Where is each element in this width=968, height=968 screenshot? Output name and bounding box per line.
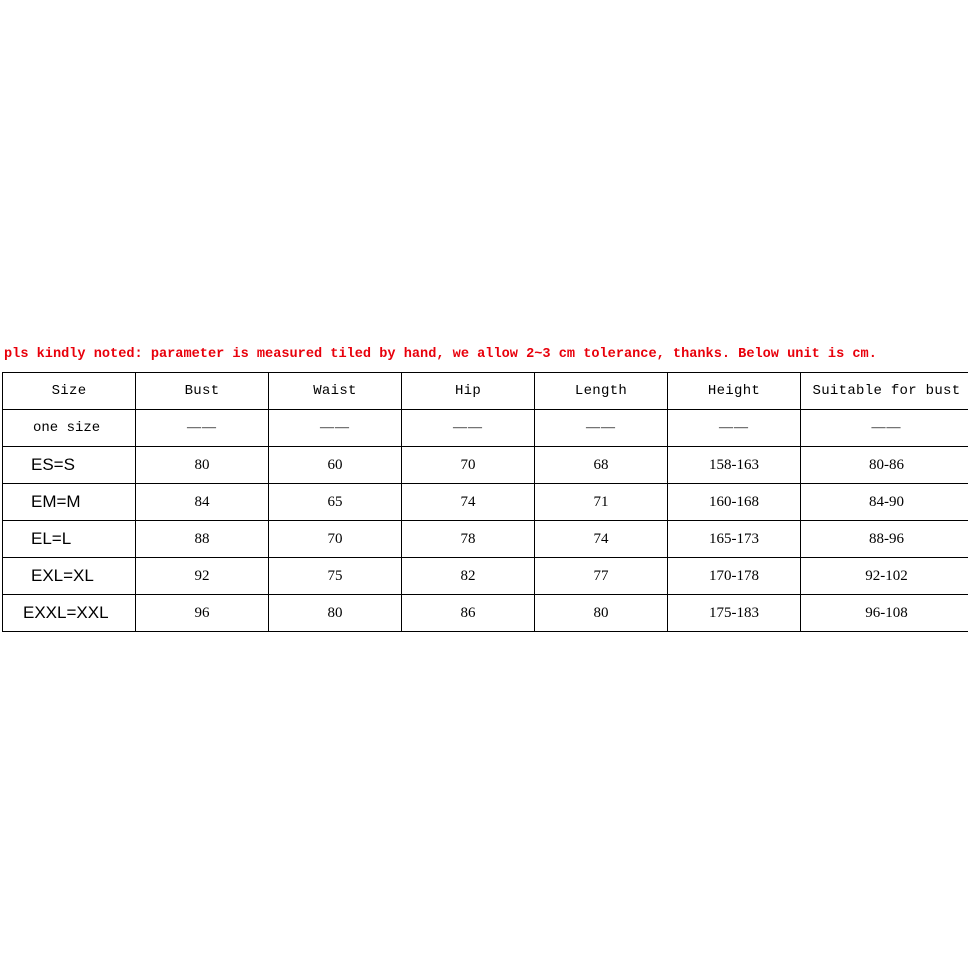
size-cell: ES=S xyxy=(3,447,136,484)
bust-cell: 92 xyxy=(136,558,269,595)
height-cell: 175-183 xyxy=(668,595,801,632)
bust-cell: 96 xyxy=(136,595,269,632)
header-row xyxy=(3,373,968,410)
waist-cell: 65 xyxy=(269,484,402,521)
waist-cell: 60 xyxy=(269,447,402,484)
length-cell: 68 xyxy=(535,447,668,484)
bust-cell: 88 xyxy=(136,521,269,558)
suitable-bust-cell: 96-108 xyxy=(801,595,968,632)
size-cell: EXXL=XXL xyxy=(3,595,136,632)
height-cell: —— xyxy=(668,410,801,447)
header-suitable-for-bust: Suitable for bust xyxy=(801,373,968,410)
suitable-bust-cell: 84-90 xyxy=(801,484,968,521)
header-size: Size xyxy=(3,373,136,410)
header-waist: Waist xyxy=(269,373,402,410)
suitable-bust-cell: 92-102 xyxy=(801,558,968,595)
hip-cell: 86 xyxy=(402,595,535,632)
waist-cell: 80 xyxy=(269,595,402,632)
bust-cell: —— xyxy=(136,410,269,447)
size-chart-table xyxy=(2,372,968,632)
table-row xyxy=(3,595,968,632)
hip-cell: —— xyxy=(402,410,535,447)
size-cell: EL=L xyxy=(3,521,136,558)
size-cell: EM=M xyxy=(3,484,136,521)
header-hip: Hip xyxy=(402,373,535,410)
length-cell: 80 xyxy=(535,595,668,632)
bust-cell: 80 xyxy=(136,447,269,484)
header-bust: Bust xyxy=(136,373,269,410)
height-cell: 158-163 xyxy=(668,447,801,484)
table-row xyxy=(3,558,968,595)
header-height: Height xyxy=(668,373,801,410)
suitable-bust-cell: 80-86 xyxy=(801,447,968,484)
table-row xyxy=(3,447,968,484)
size-cell: one size xyxy=(3,410,136,447)
hip-cell: 78 xyxy=(402,521,535,558)
waist-cell: 75 xyxy=(269,558,402,595)
table-row xyxy=(3,410,968,447)
table-row xyxy=(3,521,968,558)
length-cell: 71 xyxy=(535,484,668,521)
bust-cell: 84 xyxy=(136,484,269,521)
waist-cell: 70 xyxy=(269,521,402,558)
hip-cell: 74 xyxy=(402,484,535,521)
length-cell: 77 xyxy=(535,558,668,595)
size-cell: EXL=XL xyxy=(3,558,136,595)
hip-cell: 82 xyxy=(402,558,535,595)
header-length: Length xyxy=(535,373,668,410)
height-cell: 165-173 xyxy=(668,521,801,558)
height-cell: 170-178 xyxy=(668,558,801,595)
suitable-bust-cell: 88-96 xyxy=(801,521,968,558)
table-row xyxy=(3,484,968,521)
waist-cell: —— xyxy=(269,410,402,447)
hip-cell: 70 xyxy=(402,447,535,484)
height-cell: 160-168 xyxy=(668,484,801,521)
length-cell: —— xyxy=(535,410,668,447)
tolerance-notice: pls kindly noted: parameter is measured tiled by hand, we allow 2~3 cm tolerance, thanks. Below unit is cm. xyxy=(4,347,877,362)
length-cell: 74 xyxy=(535,521,668,558)
suitable-bust-cell: —— xyxy=(801,410,968,447)
